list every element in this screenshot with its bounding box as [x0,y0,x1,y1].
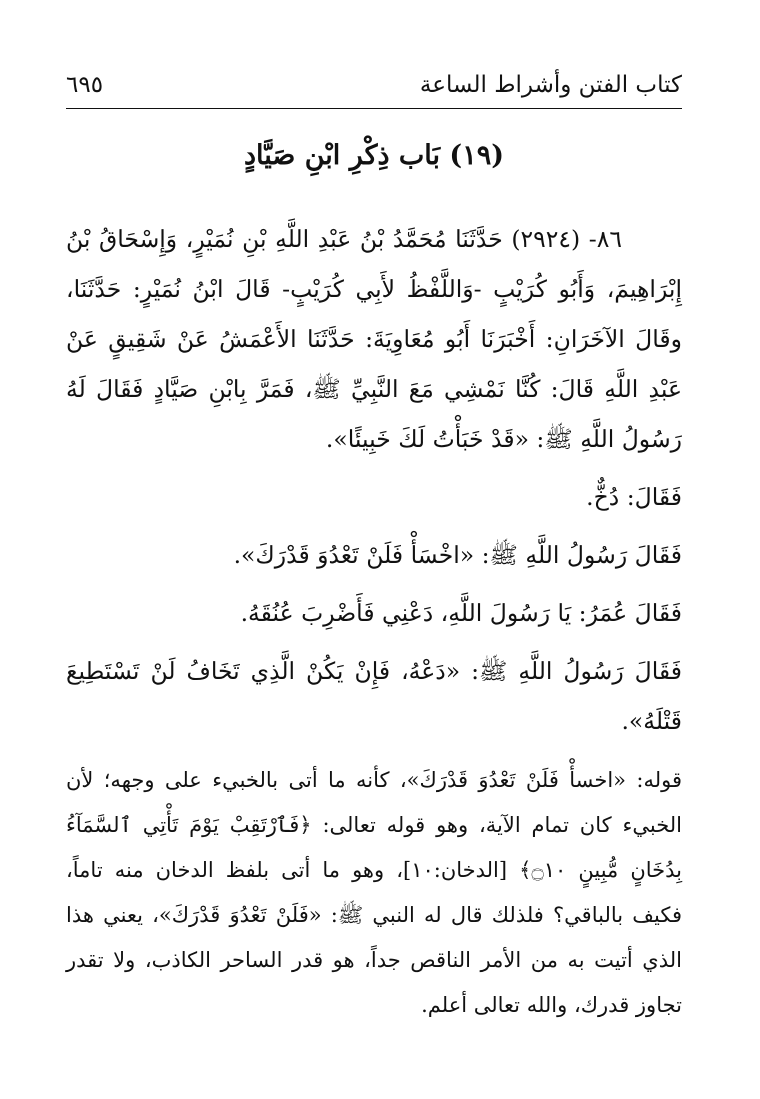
hadith-line: فَقَالَ رَسُولُ اللَّهِ ﷺ: «اخْسَأْ فَلَنْ تَعْدُوَ قَدْرَكَ». [233,541,682,569]
commentary-text: قوله: «اخسأْ فَلَنْ تَعْدُوَ قَدْرَكَ»، كأنه ما أتى بالخبيء على وجهه؛ لأن الخبيء كان تمام الآية، وهو قوله تعالى: ﴿فَٱرْتَقِبْ يَوْمَ تَأْتِي ٱلسَّمَآءُ بِدُخَانٍ مُّبِينٍ ۝١٠﴾ [الدخان:١٠]، وهو ما أتى بلفظ الدخان منه تاماً، فكيف بالباقي؟ فلذلك قال له النبي ﷺ: «فَلَنْ تَعْدُوَ قَدْرَكَ»، يعني هذا الذي أتيت به من الأمر الناقص جداً، هو قدر الساحر الكاذب، ولا تقدر تجاوز قدرك، والله تعالى أعلم. [66,768,683,1017]
hadith-line: فَقَالَ رَسُولُ اللَّهِ ﷺ: «دَعْهُ، فَإِنْ يَكُنْ الَّذِي تَخَافُ لَنْ تَسْتَطِيعَ قَتْلَهُ». [66,657,682,735]
commentary-block [66,758,682,1028]
hadith-isnad: ٨٦- (٢٩٢٤) حَدَّثَنَا مُحَمَّدُ بْنُ عَبْدِ اللَّهِ بْنِ نُمَيْرٍ، وَإِسْحَاقُ بْنُ إِبْرَاهِيمَ، وَأَبُو كُرَيْبٍ -وَاللَّفْظُ لأَبِي كُرَيْبٍ- قَالَ ابْنُ نُمَيْرٍ: حَدَّثَنَا، وقَالَ الآخَرَانِ: أَخْبَرَنَا أَبُو مُعَاوِيَةَ: حَدَّثَنَا الأَعْمَشُ عَنْ شَقِيقٍ عَنْ عَبْدِ اللَّهِ قَالَ: كُنَّا نَمْشِي مَعَ النَّبِيِّ ﷺ، فَمَرَّ بِابْنِ صَيَّادٍ فَقَالَ لَهُ رَسُولُ اللَّهِ ﷺ: «قَدْ خَبَأْتُ لَكَ خَبِيئًا». [66,225,682,453]
chapter-title: (١٩) بَاب ذِكْرِ ابْنِ صَيَّادٍ [244,140,504,171]
hadith-line: فَقَالَ عُمَرُ: يَا رَسُولَ اللَّهِ، دَعْنِي فَأَضْرِبَ عُنُقَهُ. [240,599,682,627]
hadith-text [66,214,682,746]
page-number: ٦٩٥ [66,72,104,98]
hadith-line: فَقَالَ: دُخٌّ. [586,483,682,511]
running-title: كتاب الفتن وأشراط الساعة [419,72,682,98]
page-header [66,68,682,109]
